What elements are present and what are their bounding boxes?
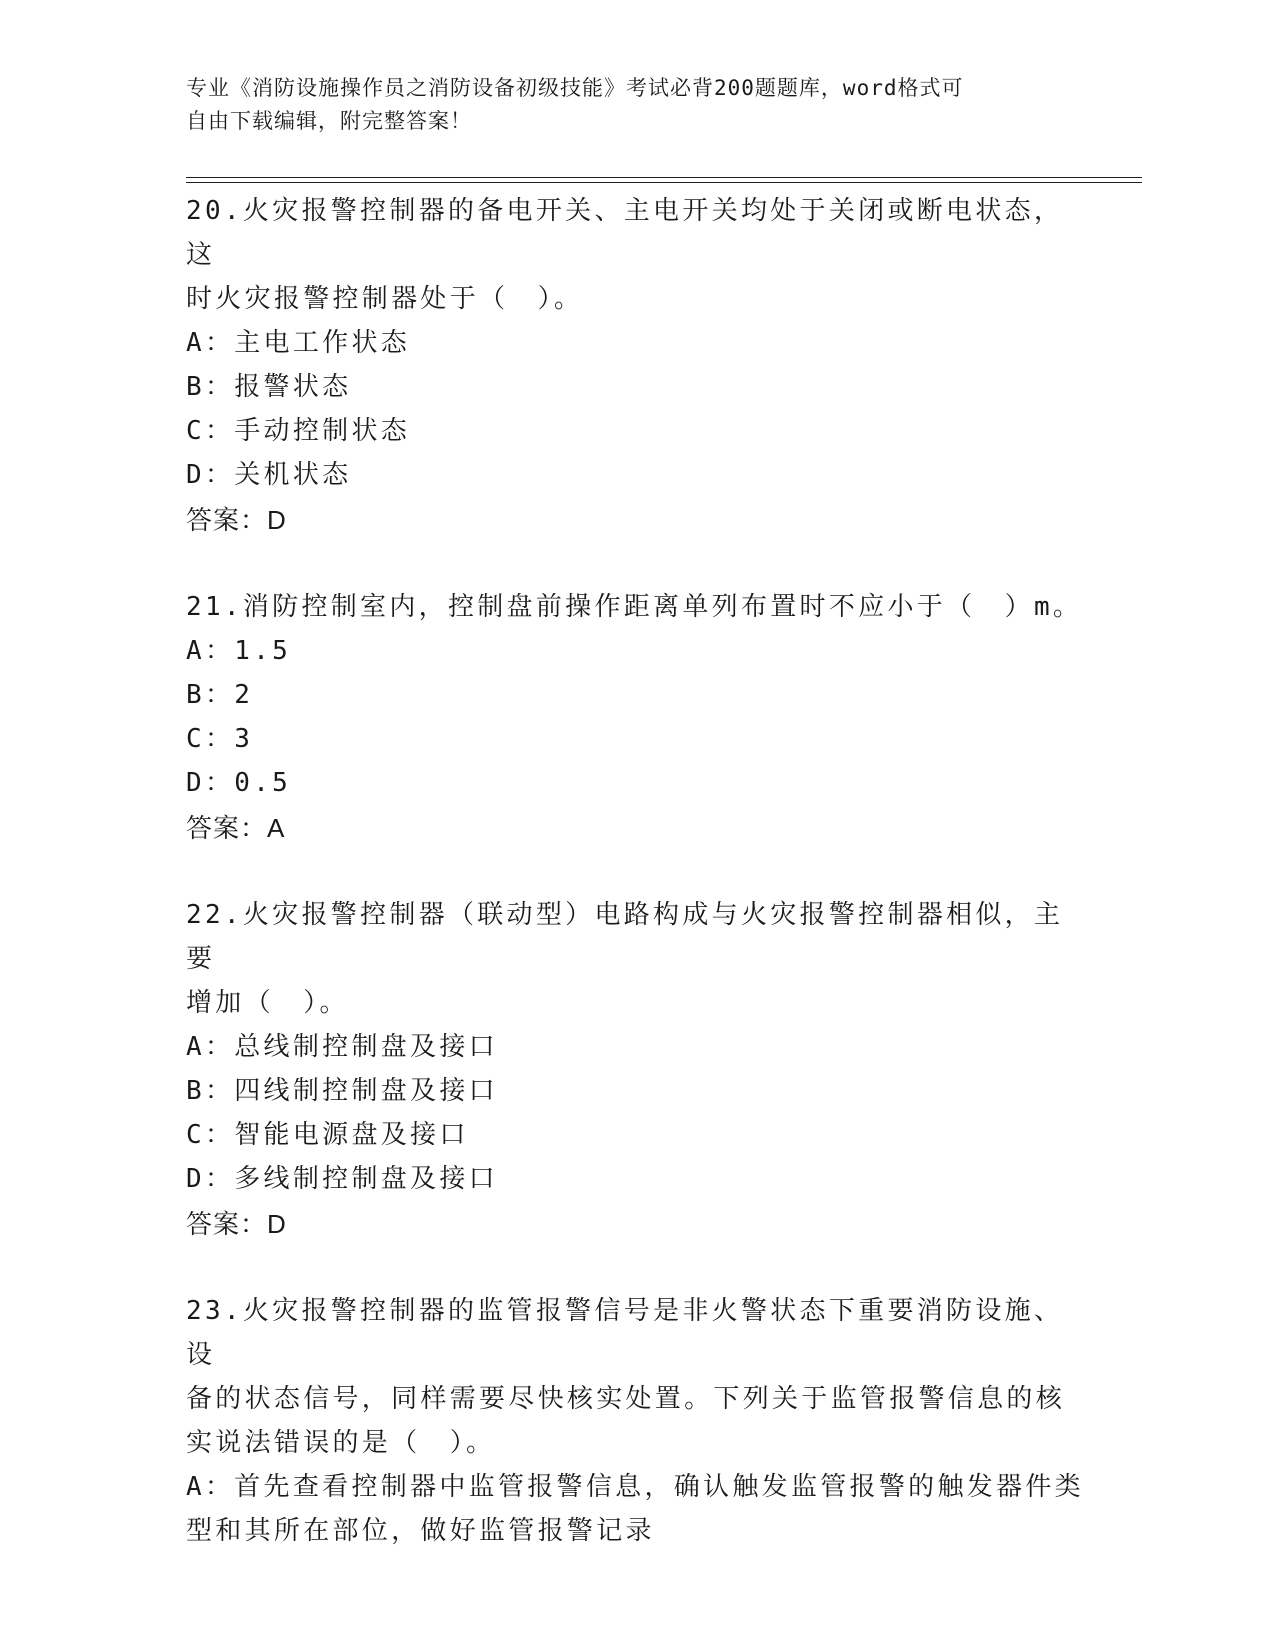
header-line-1: 专业《消防设施操作员之消防设备初级技能》考试必背200题题库，word格式可 bbox=[186, 76, 964, 100]
document-header bbox=[186, 72, 1066, 138]
option-line: A：主电工作状态 bbox=[186, 328, 411, 358]
header-line-2: 自由下载编辑，附完整答案！ bbox=[186, 109, 472, 133]
answer-line: 答案：D bbox=[186, 505, 287, 535]
question-block bbox=[186, 1289, 1086, 1553]
question-text-line: 21.消防控制室内，控制盘前操作距离单列布置时不应小于（ ）m。 bbox=[186, 592, 1083, 622]
header-divider-bottom bbox=[186, 182, 1142, 183]
question-text-line: 20.火灾报警控制器的备电开关、主电开关均处于关闭或断电状态，这 bbox=[186, 196, 1064, 270]
option-line: B：四线制控制盘及接口 bbox=[186, 1076, 498, 1106]
option-line: A：首先查看控制器中监管报警信息，确认触发监管报警的触发器件类 bbox=[186, 1472, 1084, 1502]
question-block bbox=[186, 189, 1086, 543]
question-text-line: 备的状态信号，同样需要尽快核实处置。下列关于监管报警信息的核 bbox=[186, 1384, 1066, 1414]
answer-line: 答案：A bbox=[186, 813, 286, 843]
option-line: D：0.5 bbox=[186, 768, 292, 798]
question-list bbox=[186, 189, 1086, 1595]
question-text-line: 实说法错误的是（ ）。 bbox=[186, 1428, 496, 1458]
question-block bbox=[186, 585, 1086, 851]
option-line: A：1.5 bbox=[186, 636, 292, 666]
question-block bbox=[186, 893, 1086, 1247]
option-line: C：3 bbox=[186, 724, 254, 754]
question-text-line: 23.火灾报警控制器的监管报警信号是非火警状态下重要消防设施、设 bbox=[186, 1296, 1064, 1370]
option-line: D：多线制控制盘及接口 bbox=[186, 1164, 498, 1194]
header-divider-top bbox=[186, 177, 1142, 178]
option-line: C：智能电源盘及接口 bbox=[186, 1120, 469, 1150]
question-text-line: 22.火灾报警控制器（联动型）电路构成与火灾报警控制器相似，主要 bbox=[186, 900, 1064, 974]
question-text-line: 时火灾报警控制器处于（ ）。 bbox=[186, 284, 584, 314]
option-line: D：关机状态 bbox=[186, 460, 352, 490]
question-text-line: 增加（ ）。 bbox=[186, 988, 349, 1018]
option-line: A：总线制控制盘及接口 bbox=[186, 1032, 498, 1062]
answer-line: 答案：D bbox=[186, 1209, 287, 1239]
option-line: B：2 bbox=[186, 680, 254, 710]
option-line: B：报警状态 bbox=[186, 372, 352, 402]
option-line: 型和其所在部位，做好监管报警记录 bbox=[186, 1516, 655, 1546]
option-line: C：手动控制状态 bbox=[186, 416, 411, 446]
